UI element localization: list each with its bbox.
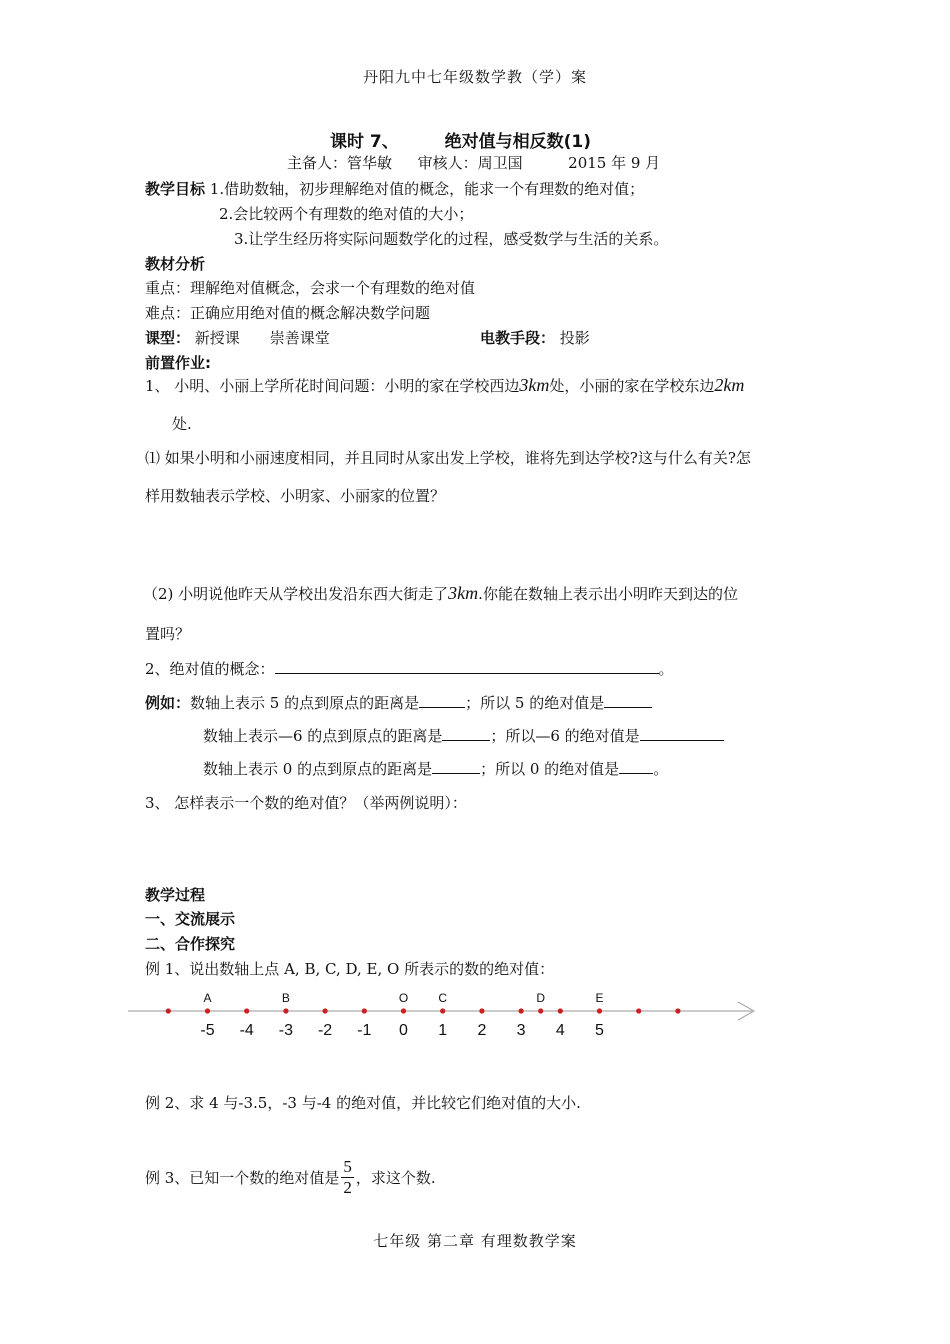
q1-distance-west: 3km [519, 375, 550, 395]
q2-end: 。 [658, 660, 674, 678]
q1-distance-east: 2km [714, 375, 745, 395]
q2-label: 2、绝对值的概念： [145, 660, 275, 678]
example-1: 例 1、说出数轴上点 A, B, C, D, E, O 所表示的数的绝对值： [145, 960, 555, 978]
q1-part1-line1: ⑴ 如果小明和小丽速度相同，并且同时从家出发上学校，谁将先到达学校?这与什么有关?怎 [145, 449, 751, 467]
example-line-1 [145, 692, 652, 713]
lesson-type [145, 327, 330, 348]
lesson-topic: 绝对值与相反数(1) [444, 132, 591, 152]
tick-label: -1 [357, 1022, 372, 1039]
step-2: 二、合作探究 [145, 935, 236, 953]
point-label-d: D [536, 991, 546, 1005]
point-label-b: B [281, 991, 290, 1005]
ex2-a: 数轴上表示—6 的点到原点的距离是 [203, 727, 443, 745]
question-3: 3、 怎样表示一个数的绝对值？（举两例说明）： [145, 794, 467, 812]
objective-1: 1.借助数轴，初步理解绝对值的概念，能求一个有理数的绝对值； [209, 180, 645, 198]
q1-part2-start: （2) 小明说他昨天从学校出发沿东西大街走了 [143, 585, 449, 603]
question-2 [145, 658, 674, 679]
objective-3: 3.让学生经历将实际问题数学化的过程，感受数学与生活的关系。 [234, 230, 669, 248]
ex3-b: ；所以 0 的绝对值是 [480, 760, 620, 778]
ex2-blank-abs[interactable] [640, 726, 724, 741]
ex1-blank-abs[interactable] [604, 693, 652, 708]
preparer: 主备人：管华敏 [287, 154, 393, 172]
number-line-dot [244, 1008, 249, 1013]
number-line-dot [479, 1008, 484, 1013]
ex1-a: 数轴上表示 5 的点到原点的距离是 [190, 694, 420, 712]
ex3-end: 。 [653, 760, 669, 778]
tick-label: -2 [317, 1022, 333, 1039]
tick-label: -3 [278, 1022, 294, 1039]
lesson-number: 课时 7、 [330, 132, 399, 152]
tick-label: 5 [595, 1022, 604, 1039]
media-label: 电教手段： [480, 329, 556, 347]
fraction-numerator: 5 [343, 1157, 352, 1176]
objectives-label: 教学目标 [145, 180, 206, 198]
tick-label: 0 [399, 1022, 408, 1039]
number-line-dot [283, 1008, 288, 1013]
tick-label: 3 [516, 1022, 526, 1039]
example-3 [145, 1157, 436, 1198]
ex2-blank-distance[interactable] [442, 726, 490, 741]
ex3-start: 例 3、已知一个数的绝对值是 [145, 1169, 340, 1187]
analysis-label: 教材分析 [145, 255, 206, 273]
ex3-blank-abs[interactable] [619, 759, 653, 774]
key-point: 重点：理解绝对值概念，会求一个有理数的绝对值 [145, 279, 476, 297]
ex3-end-text: ，求这个数. [355, 1169, 436, 1187]
tick-label: -5 [200, 1022, 215, 1039]
example-2: 例 2、求 4 与-3.5，-3 与-4 的绝对值，并比较它们绝对值的大小. [145, 1094, 581, 1112]
q1-part2 [143, 583, 738, 604]
media [480, 327, 590, 348]
ex1-blank-distance[interactable] [419, 693, 465, 708]
difficulty: 难点：正确应用绝对值的概念解决数学问题 [145, 304, 431, 322]
point-label-c: C [438, 991, 448, 1005]
q1-part2-end: .你能在数轴上表示出小明昨天到达的位 [478, 585, 738, 603]
example-label: 例如： [145, 694, 191, 712]
number-line-dot [558, 1008, 563, 1013]
fraction-five-halves [341, 1157, 354, 1198]
number-line-dot [519, 1008, 524, 1013]
point-label-a: A [203, 991, 212, 1005]
number-line-dot [323, 1008, 328, 1013]
date: 2015 年 9 月 [568, 154, 661, 172]
page-header: 丹阳九中七年级数学教（学）案 [362, 68, 587, 86]
prework-label: 前置作业: [145, 354, 211, 372]
fraction-denominator: 2 [343, 1178, 352, 1197]
q1-intro: 1、 小明、小丽上学所花时间问题：小明的家在学校西边 [145, 377, 520, 395]
number-line-dot [597, 1008, 602, 1013]
ex3-blank-distance[interactable] [432, 759, 480, 774]
lesson-title [330, 127, 591, 152]
number-line-dot [166, 1008, 171, 1013]
point-label-o: O [398, 991, 409, 1005]
number-line-dot [362, 1008, 367, 1013]
reviewer: 审核人：周卫国 [417, 154, 523, 172]
number-line-chart [120, 986, 770, 1046]
number-line-dot [636, 1008, 641, 1013]
authors-line [287, 152, 660, 173]
page-footer: 七年级 第二章 有理数教学案 [373, 1232, 577, 1250]
step-1: 一、交流展示 [145, 910, 236, 928]
lesson-type-value: 新授课 崇善课堂 [194, 329, 330, 347]
tick-label: 4 [555, 1022, 565, 1039]
q2-blank[interactable] [275, 659, 659, 674]
question-1 [145, 375, 744, 396]
q1-part2-distance: 3km [448, 583, 479, 603]
number-line-dot [401, 1008, 406, 1013]
media-value: 投影 [559, 329, 590, 347]
objective-2: 2.会比较两个有理数的绝对值的大小； [219, 205, 474, 223]
point-label-e: E [595, 991, 604, 1005]
ex1-b: ；所以 5 的绝对值是 [465, 694, 605, 712]
tick-label: 2 [477, 1022, 487, 1039]
objectives [145, 178, 644, 199]
tick-label: -4 [239, 1022, 254, 1039]
tick-label: 1 [438, 1022, 448, 1039]
ex2-b: ；所以—6 的绝对值是 [490, 727, 640, 745]
q1-end: 处. [172, 415, 192, 433]
number-line-dot [675, 1008, 680, 1013]
number-line-dot [205, 1008, 210, 1013]
lesson-type-label: 课型： [145, 329, 191, 347]
q1-part2-line2: 置吗？ [145, 625, 191, 643]
q1-mid: 处，小丽的家在学校东边 [549, 377, 715, 395]
number-line-dot [538, 1008, 543, 1013]
process-label: 教学过程 [145, 886, 206, 904]
example-line-3 [203, 758, 668, 779]
q1-part1-line2: 样用数轴表示学校、小明家、小丽家的位置？ [145, 487, 446, 505]
example-line-2 [203, 725, 724, 746]
ex3-a: 数轴上表示 0 的点到原点的距离是 [203, 760, 433, 778]
number-line-dot [440, 1008, 445, 1013]
